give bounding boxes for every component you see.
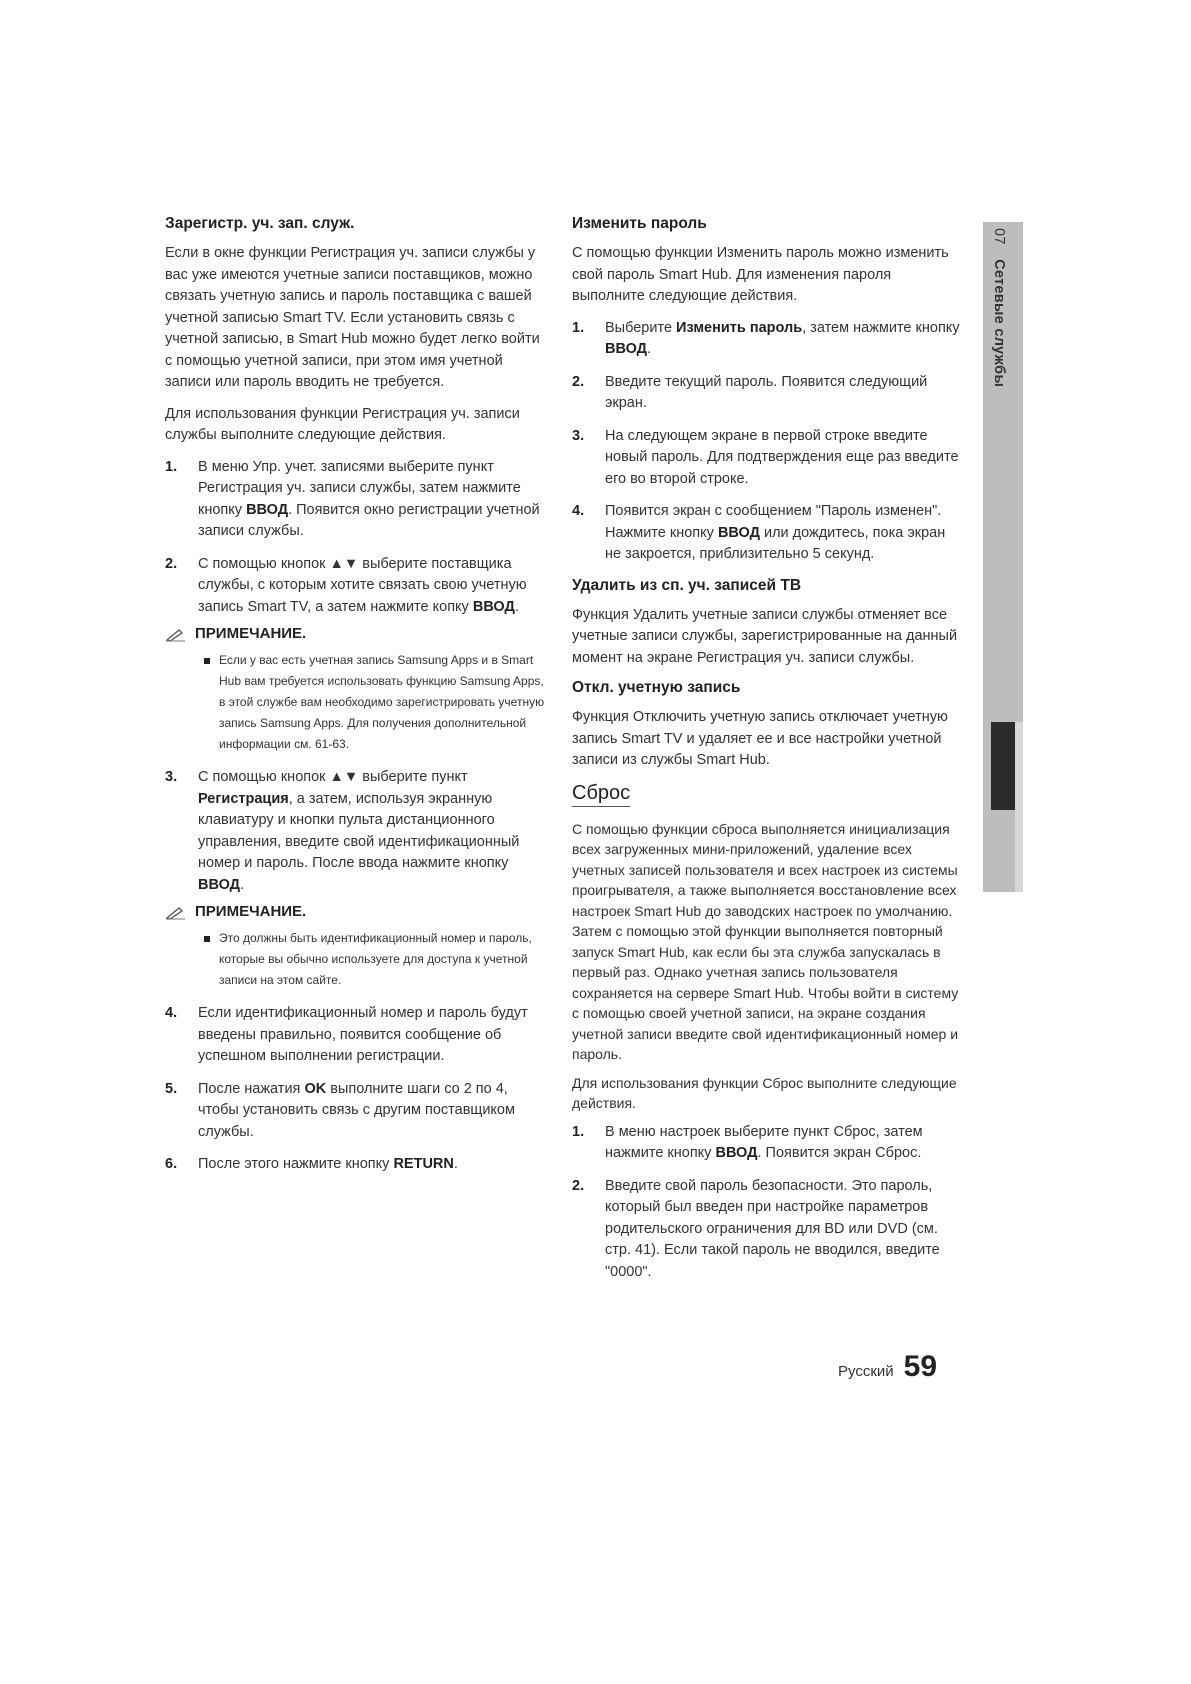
change-step-3: 3. На следующем экране в первой строке введите новый пароль. Для подтверждения еще раз введите его во второй строке.	[572, 427, 959, 487]
disable-text: Функция Отключить учетную запись отключает учетную запись Smart TV и удаляет ее и все настройки учетной записи из службы Smart Hub.	[572, 709, 948, 768]
footer-language: Русский	[838, 1363, 894, 1380]
reset-intro: Для использования функции Сброс выполните следующие действия.	[572, 1074, 957, 1111]
note-header: ПРИМЕЧАНИЕ.	[165, 625, 550, 642]
change-step-2: 2. Введите текущий пароль. Появится следующий экран.	[572, 373, 928, 411]
bullet-icon	[204, 658, 210, 664]
register-intro: Если в окне функции Регистрация уч. записи службы у вас уже имеются учетные записи поставщиков, можно связать учетную запись и пароль поставщика с вашей учетной записью Smart TV. Если установить связь с учетной записью, в Smart Hub можно будет легко войти с помощью учетной записи, при этом имя учетной записи или пароль вводить не требуется.	[165, 245, 540, 390]
section-title-change-password: Изменить пароль	[572, 215, 707, 232]
chapter-marker-light	[1015, 722, 1023, 892]
change-step-1: 1. Выберите Изменить пароль, затем нажмите кнопку ВВОД.	[572, 319, 960, 357]
note-2	[165, 903, 550, 991]
note-pencil-icon	[165, 626, 187, 642]
register-steps	[165, 457, 550, 619]
note-item: Если у вас есть учетная запись Samsung Apps и в Smart Hub вам требуется использовать функцию Samsung Apps, в этой службе вам необходимо зарегистрировать учетную запись Samsung Apps. Для получения дополнительной информации см. 61-63.	[165, 650, 550, 755]
section-title-register: Зарегистр. уч. зап. служ.	[165, 215, 355, 232]
page-number: 59	[903, 1350, 938, 1383]
section-title-disable: Откл. учетную запись	[572, 679, 741, 696]
note-1	[165, 625, 550, 755]
chapter-side-tab	[983, 222, 1023, 892]
change-password-steps	[572, 318, 960, 566]
chapter-title: Сетевые службы	[991, 259, 1007, 388]
register-steps-cont	[165, 767, 550, 896]
reset-text: С помощью функции сброса выполняется инициализация всех загруженных мини-приложений, удаление всех учетных записей пользователя и всех настроек из системы проигрывателя, а также выполняется восстановление всех настроек Smart Hub до заводских настроек по умолчанию. Затем с помощью этой функции выполняется повторный запуск Smart Hub, как если бы эта служба запускалась в первый раз. Однако учетная запись пользователя сохраняется на сервере Smart Hub. Чтобы войти в систему с помощью своей учетной записи, на экране создания учетной записи введите свой идентификационный номер и пароль.	[572, 820, 959, 1062]
step-1: 1. В меню Упр. учет. записями выберите пункт Регистрация уч. записи службы, затем нажмите кнопку ВВОД. Появится окно регистрации учетной записи службы.	[165, 458, 540, 539]
chapter-label	[991, 228, 1007, 387]
reset-step-2: 2. Введите свой пароль безопасности. Это пароль, который был введен при настройке параметров родительского ограничения для BD или DVD (см. стр. 41). Если такой пароль не вводился, введите "0000".	[572, 1177, 940, 1280]
step-2: 2. С помощью кнопок ▲▼ выберите поставщика службы, с которым хотите связать свою учетную запись Smart TV, а затем нажмите копку ВВОД.	[165, 555, 527, 615]
page-footer	[838, 1350, 937, 1384]
bullet-icon	[204, 936, 210, 942]
step-3: 3. С помощью кнопок ▲▼ выберите пункт Регистрация, а затем, используя экранную клавиатуру и кнопки пульта дистанционного управления, введите свой идентификационный номер и пароль. После ввода нажмите кнопку ВВОД.	[165, 769, 520, 893]
reset-step-1: 1. В меню настроек выберите пункт Сброс, затем нажмите кнопку ВВОД. Появится экран Сброс.	[572, 1123, 923, 1161]
note-header: ПРИМЕЧАНИЕ.	[165, 903, 550, 920]
step-4: 4. Если идентификационный номер и пароль будут введены правильно, появится сообщение об успешном выполнении регистрации.	[165, 1005, 528, 1064]
change-password-intro: С помощью функции Изменить пароль можно изменить свой пароль Smart Hub. Для изменения пароля выполните следующие действия.	[572, 245, 949, 304]
section-title-delete: Удалить из сп. уч. записей ТВ	[572, 576, 802, 594]
step-5: 5. После нажатия OK выполните шаги со 2 по 4, чтобы установить связь с другим поставщиком службы.	[165, 1080, 515, 1140]
note-item: Это должны быть идентификационный номер и пароль, которые вы обычно используете для доступа к учетной записи на этом сайте.	[165, 928, 550, 991]
section-title-reset: Сброс	[572, 782, 630, 807]
right-column	[572, 215, 960, 1294]
step-6: 6. После этого нажмите кнопку RETURN.	[165, 1156, 458, 1172]
delete-text: Функция Удалить учетные записи службы отменяет все учетные записи службы, зарегистрированные на данный момент на экране Регистрация уч. записи службы.	[572, 606, 958, 666]
register-instructions: Для использования функции Регистрация уч. записи службы выполните следующие действия.	[165, 405, 520, 443]
reset-steps	[572, 1122, 960, 1284]
change-step-4: 4. Появится экран с сообщением "Пароль изменен". Нажмите кнопку ВВОД или дождитесь, пока экран не закроется, приблизительно 5 секунд.	[572, 503, 946, 562]
note-pencil-icon	[165, 904, 187, 920]
left-column	[165, 215, 550, 1187]
register-steps-end	[165, 1003, 550, 1176]
chapter-number: 07	[991, 228, 1007, 245]
chapter-marker-dark	[991, 722, 1015, 810]
